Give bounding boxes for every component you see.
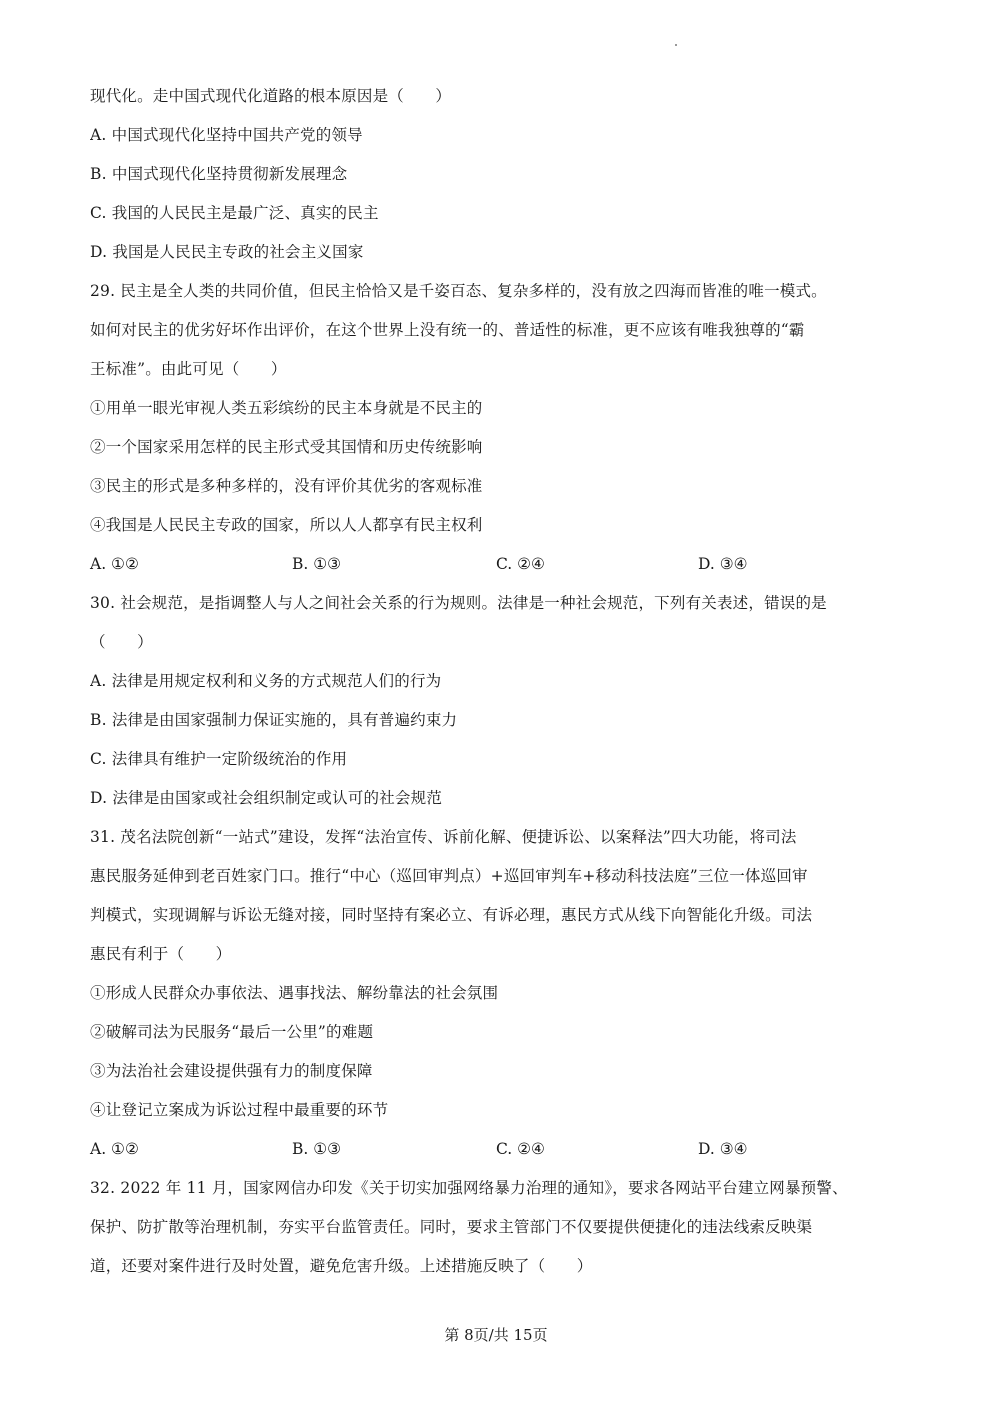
q32-stem-line-1: 32. 2022 年 11 月，国家网信办印发《关于切实加强网络暴力治理的通知》，要求各网站平台建立网暴预警、 <box>90 1179 848 1197</box>
q28-option-a: A. 中国式现代化坚持中国共产党的领导 <box>90 126 363 144</box>
q28-option-c: C. 我国的人民民主是最广泛、真实的民主 <box>90 204 379 222</box>
q29-option-b: B. ①③ <box>292 555 342 573</box>
q31-stem-line-3: 判模式，实现调解与诉讼无缝对接，同时坚持有案必立、有诉必理，惠民方式从线下向智能化升级。司法 <box>90 906 813 924</box>
q32-stem-line-2: 保护、防扩散等治理机制，夯实平台监管责任。同时，要求主管部门不仅要提供便捷化的违法线索反映渠 <box>90 1218 813 1236</box>
page-number-footer: 第 8页/共 15页 <box>444 1326 548 1344</box>
q30-option-a: A. 法律是用规定权利和义务的方式规范人们的行为 <box>90 672 442 690</box>
q31-option-d: D. ③④ <box>698 1140 748 1158</box>
q29-statement-2: ②一个国家采用怎样的民主形式受其国情和历史传统影响 <box>90 438 483 456</box>
q31-option-c: C. ②④ <box>496 1140 545 1158</box>
q31-statement-1: ①形成人民群众办事依法、遇事找法、解纷靠法的社会氛围 <box>90 984 499 1002</box>
q29-option-a: A. ①② <box>90 555 139 573</box>
q30-option-b: B. 法律是由国家强制力保证实施的，具有普遍约束力 <box>90 711 458 729</box>
q31-statement-2: ②破解司法为民服务“最后一公里”的难题 <box>90 1023 374 1041</box>
q29-options <box>90 554 905 574</box>
q29-stem-line-1: 29. 民主是全人类的共同价值，但民主恰恰又是千姿百态、复杂多样的，没有放之四海而皆准的唯一模式。 <box>90 282 827 300</box>
q28-option-d: D. 我国是人民民主专政的社会主义国家 <box>90 243 364 261</box>
q28-option-b: B. 中国式现代化坚持贯彻新发展理念 <box>90 165 348 183</box>
q29-option-d: D. ③④ <box>698 555 748 573</box>
q29-statement-3: ③民主的形式是多种多样的，没有评价其优劣的客观标准 <box>90 477 483 495</box>
q29-statement-1: ①用单一眼光审视人类五彩缤纷的民主本身就是不民主的 <box>90 399 483 417</box>
q31-option-a: A. ①② <box>90 1140 139 1158</box>
q29-statement-4: ④我国是人民民主专政的国家，所以人人都享有民主权利 <box>90 516 483 534</box>
q30-stem-line-2: （ ） <box>90 633 153 651</box>
question-28-stem-end: 现代化。走中国式现代化道路的根本原因是（ ） <box>90 87 452 105</box>
q29-option-c: C. ②④ <box>496 555 545 573</box>
q30-option-d: D. 法律是由国家或社会组织制定或认可的社会规范 <box>90 789 443 807</box>
q29-stem-line-3: 王标准”。由此可见（ ） <box>90 360 287 378</box>
q31-stem-line-4: 惠民有利于（ ） <box>90 945 232 963</box>
q30-stem-line-1: 30. 社会规范，是指调整人与人之间社会关系的行为规则。法律是一种社会规范，下列有关表述，错误的是 <box>90 594 827 612</box>
q31-statement-4: ④让登记立案成为诉讼过程中最重要的环节 <box>90 1101 389 1119</box>
scan-speck <box>675 44 677 46</box>
q30-option-c: C. 法律具有维护一定阶级统治的作用 <box>90 750 348 768</box>
q31-options <box>90 1139 905 1159</box>
q31-stem-line-1: 31. 茂名法院创新“一站式”建设，发挥“法治宣传、诉前化解、便捷诉讼、以案释法”四大功能，将司法 <box>90 828 797 846</box>
q31-stem-line-2: 惠民服务延伸到老百姓家门口。推行“中心（巡回审判点）+巡回审判车+移动科技法庭”三位一体巡回审 <box>90 867 808 885</box>
q31-statement-3: ③为法治社会建设提供强有力的制度保障 <box>90 1062 373 1080</box>
q29-stem-line-2: 如何对民主的优劣好坏作出评价，在这个世界上没有统一的、普适性的标准，更不应该有唯我独尊的“霸 <box>90 321 805 339</box>
q32-stem-line-3: 道，还要对案件进行及时处置，避免危害升级。上述措施反映了（ ） <box>90 1257 593 1275</box>
q31-option-b: B. ①③ <box>292 1140 342 1158</box>
